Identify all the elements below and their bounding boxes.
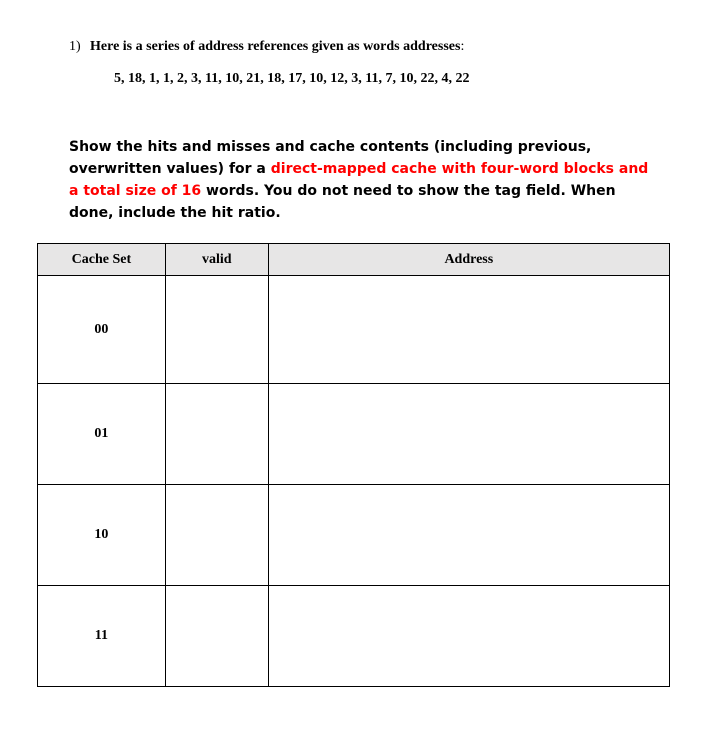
cache-set-cell: 11 (38, 586, 166, 687)
instructions (69, 136, 649, 224)
cache-set-cell: 00 (38, 276, 166, 384)
header-valid: valid (165, 244, 268, 276)
valid-cell[interactable] (165, 276, 268, 384)
cache-table (37, 243, 670, 687)
question-text: Here is a series of address references given as words addresses (90, 39, 461, 54)
valid-cell[interactable] (165, 384, 268, 485)
instructions-part2: words. You do not need to show the tag field. When done, include the hit ratio. (69, 183, 616, 221)
address-cell[interactable] (268, 384, 669, 485)
table-row (38, 276, 670, 384)
header-address: Address (268, 244, 669, 276)
question-line (69, 39, 464, 55)
table-header-row (38, 244, 670, 276)
valid-cell[interactable] (165, 586, 268, 687)
cache-set-cell: 01 (38, 384, 166, 485)
table-row (38, 384, 670, 485)
table-row (38, 485, 670, 586)
instructions-highlight: direct-mapped cache with four-word blocks and a total size of 16 (69, 161, 649, 199)
address-cell[interactable] (268, 485, 669, 586)
cache-set-cell: 10 (38, 485, 166, 586)
instructions-part1: Show the hits and misses and cache contents (including previous, overwritten values) for a (69, 139, 592, 177)
valid-cell[interactable] (165, 485, 268, 586)
table-row (38, 586, 670, 687)
question-colon: : (460, 39, 465, 54)
address-cell[interactable] (268, 586, 669, 687)
header-cache-set: Cache Set (38, 244, 166, 276)
address-sequence: 5, 18, 1, 1, 2, 3, 11, 10, 21, 18, 17, 10, 12, 3, 11, 7, 10, 22, 4, 22 (114, 71, 470, 86)
address-cell[interactable] (268, 276, 669, 384)
question-number: 1) (69, 39, 81, 54)
